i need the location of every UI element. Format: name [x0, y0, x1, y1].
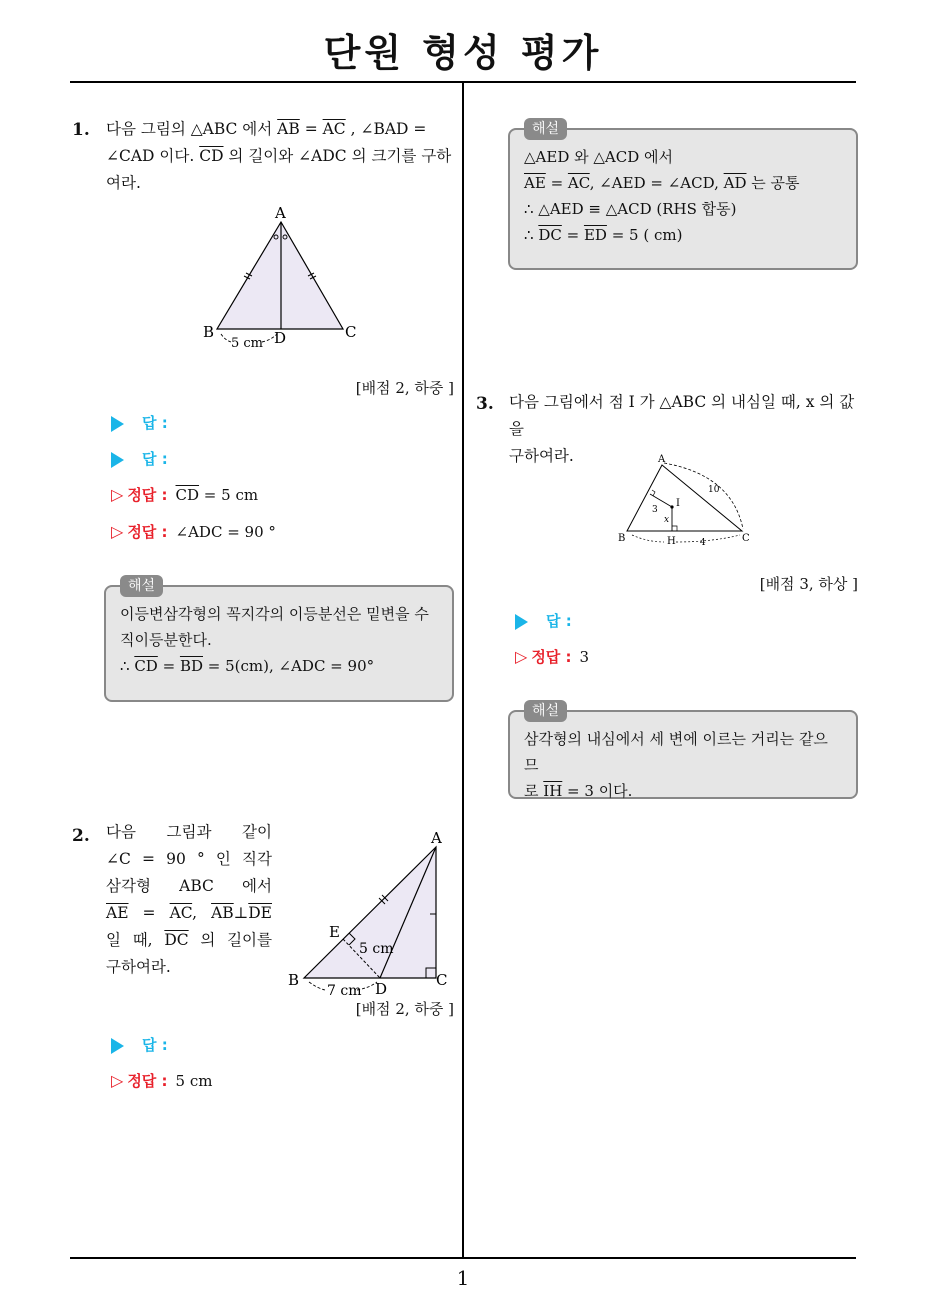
vertex-label-c: C	[742, 533, 750, 544]
score-label: [배점 3, 하상 ]	[759, 575, 858, 593]
answer-arrow-icon	[515, 614, 528, 630]
vertex-label-d: D	[274, 329, 287, 347]
question-line: 다음 그림에서 점 I 가 △ABC 의 내심일 때, x 의 값을	[509, 393, 855, 438]
correct-answer-row-2: ▷ 정답 : ∠ADC = 90 °	[111, 522, 276, 541]
column-divider	[462, 82, 464, 1258]
correct-arrow-icon: ▷	[111, 522, 124, 541]
correct-arrow-icon: ▷	[111, 1071, 124, 1090]
length-label-bd: 5 cm	[231, 336, 264, 351]
vertex-label-d: D	[375, 980, 388, 998]
answer-row: 답 :	[515, 610, 572, 631]
figure-q3-incenter	[612, 450, 762, 550]
answer-row-2: 답 :	[111, 448, 168, 469]
explanation-line: 이등변삼각형의 꼭지각의 이등분선은 밑변을 수	[120, 605, 429, 623]
question-line: 구하여라.	[509, 447, 574, 465]
question-line: ∠C = 90 ° 인 직각	[106, 850, 272, 868]
length-label-10: 10	[708, 485, 720, 495]
explanation-line: 로 $\overline{IH} = 3$ 이다.	[524, 782, 633, 800]
explanation-line: ∴ $\overline{CD} = \overline{BD} = 5(cm)$, ∠ADC = 90°	[120, 657, 375, 675]
correct-answer-row: ▷ 정답 : 5 cm	[111, 1071, 213, 1090]
incenter-label-i: I	[676, 498, 680, 509]
answer-arrow-icon	[111, 1038, 124, 1054]
explanation-tag: 해설	[120, 575, 163, 597]
vertex-label-a: A	[658, 454, 666, 465]
answer-arrow-icon	[111, 452, 124, 468]
explanation-box-q3	[508, 703, 858, 800]
vertex-label-h: H	[667, 536, 676, 547]
variable-label-x: x	[664, 515, 670, 525]
length-label-4: 4	[700, 538, 706, 548]
figure-q1-triangle	[195, 200, 365, 355]
question-line: 구하여라.	[106, 958, 171, 976]
explanation-line: ∴ △AED ≡ △ACD (RHS 합동)	[524, 200, 737, 218]
length-label-ed: 5 cm	[359, 941, 394, 957]
length-label-bd: 7 cm	[327, 983, 362, 999]
explanation-box-q2	[508, 121, 858, 270]
explanation-tag: 해설	[524, 700, 567, 722]
vertex-label-e: E	[329, 923, 340, 941]
vertex-label-b: B	[288, 971, 300, 989]
explanation-line: ∴ $\overline{DC} = \overline{ED} = 5$ ( cm)	[524, 226, 683, 244]
question-line: ∠CAD 이다. $\overline{CD}$ 의 길이와 ∠ADC 의 크기를 구하	[106, 147, 452, 165]
vertex-label-a: A	[431, 829, 442, 847]
length-label-3: 3	[652, 505, 658, 515]
question-line: 다음 그림의 △ABC 에서 $\overline{AB} = \overline{AC}$ , ∠BAD =	[106, 120, 427, 138]
explanation-box-q1	[104, 578, 454, 702]
correct-arrow-icon: ▷	[111, 485, 124, 504]
question-line: 삼각형 ABC 에서	[106, 877, 272, 895]
question-line: 여라.	[106, 174, 141, 192]
explanation-line: $\overline{AE} = \overline{AC}$, ∠AED = ∠ACD, $\overline{AD}$ 는 공통	[524, 174, 800, 192]
correct-answer-row: ▷ 정답 : 3	[515, 647, 590, 666]
question-line: 일 때, $\overline{DC}$ 의 길이를	[106, 931, 272, 949]
answer-arrow-icon	[111, 416, 124, 432]
question-line: 다음 그림과 같이	[106, 823, 272, 841]
question-number: 1.	[72, 120, 90, 140]
score-label: [배점 2, 하중 ]	[355, 379, 454, 397]
answer-row: 답 :	[111, 1034, 168, 1055]
page-title: 단원 형성 평가	[323, 31, 603, 75]
question-number: 2.	[72, 826, 90, 846]
question-line: $\overline{AE} = \overline{AC}$, $\overline{AB}\perp\overline{DE}$	[106, 904, 272, 922]
explanation-tag: 해설	[524, 118, 567, 140]
footer-rule	[70, 1257, 856, 1259]
question-number: 3.	[476, 394, 494, 414]
figure-q2-right-triangle	[285, 825, 455, 1005]
answer-row-1: 답 :	[111, 412, 168, 433]
vertex-label-b: B	[618, 533, 626, 544]
score-label: [배점 2, 하중 ]	[355, 1000, 454, 1018]
explanation-line: 삼각형의 내심에서 세 변에 이르는 거리는 같으므	[524, 730, 828, 774]
vertex-label-c: C	[436, 971, 448, 989]
correct-arrow-icon: ▷	[515, 647, 528, 666]
vertex-label-b: B	[203, 323, 215, 341]
correct-answer-row-1: ▷ 정답 : $\overline{CD} = 5$ cm	[111, 485, 259, 504]
vertex-label-a: A	[275, 204, 286, 222]
explanation-line: △AED 와 △ACD 에서	[524, 148, 673, 166]
vertex-label-c: C	[345, 323, 357, 341]
page-number: 1	[456, 1266, 470, 1290]
explanation-line: 직이등분한다.	[120, 631, 212, 649]
